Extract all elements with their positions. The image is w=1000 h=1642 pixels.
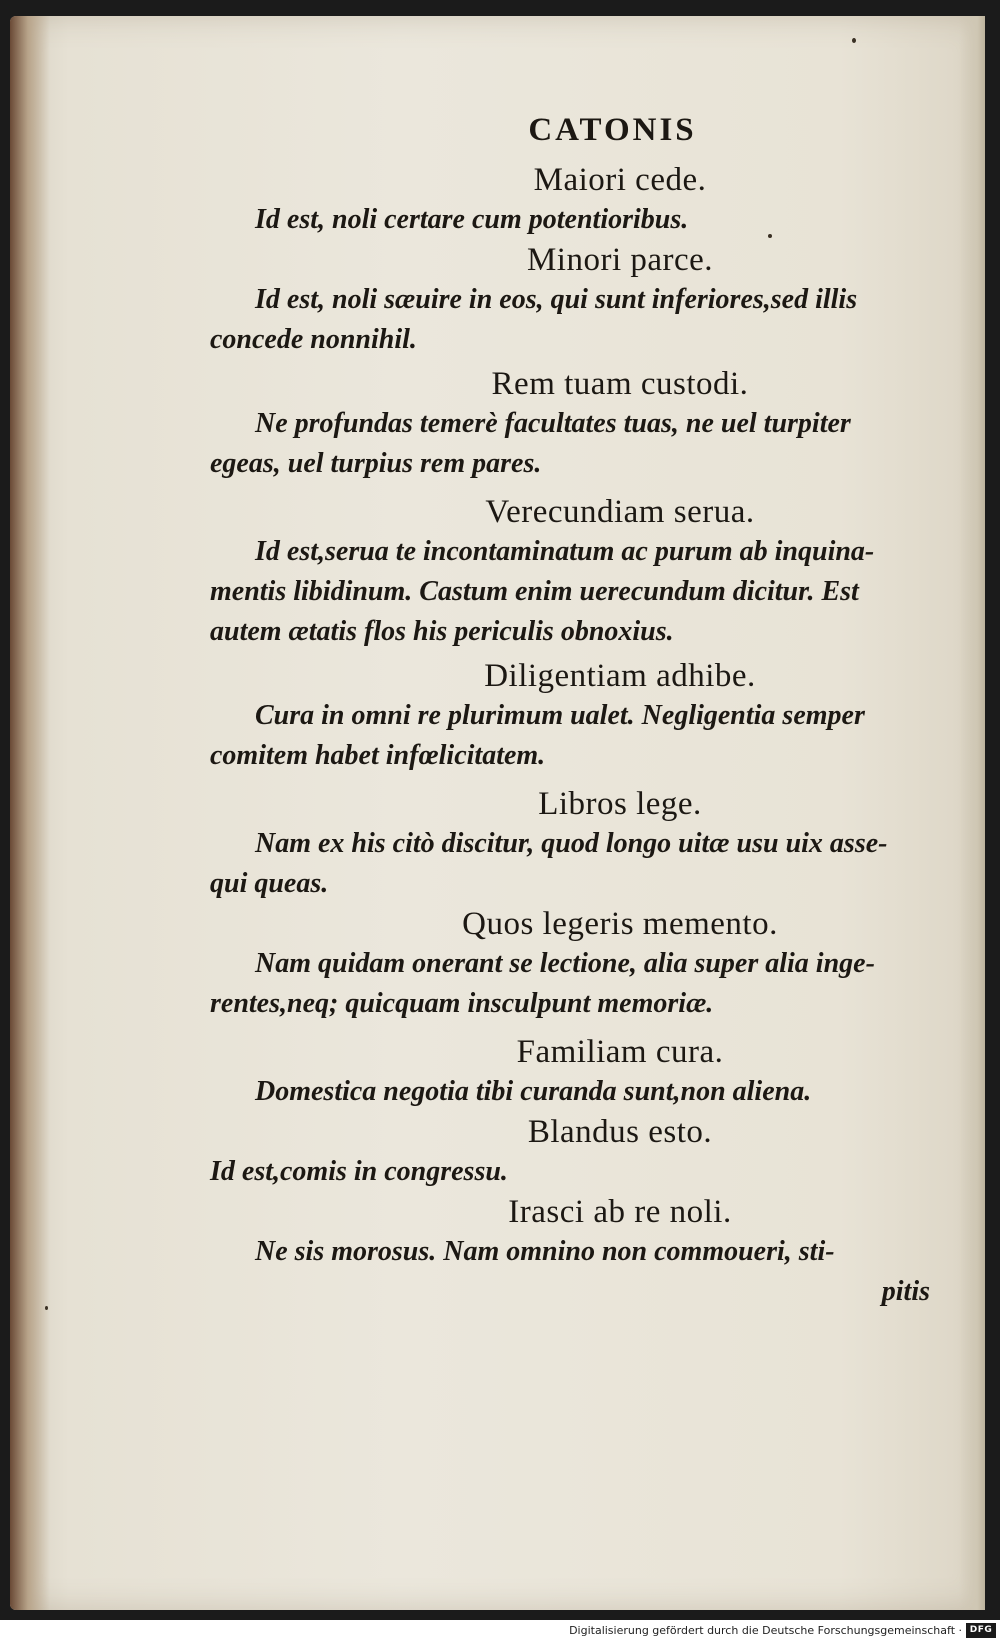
- section: [210, 784, 975, 904]
- maxim-heading: Verecundiam serua.: [485, 494, 755, 530]
- section: [210, 1192, 975, 1272]
- maxim-heading: Diligentiam adhibe.: [484, 658, 756, 694]
- maxim-heading: Rem tuam custodi.: [491, 366, 749, 402]
- maxim-heading: Maiori cede.: [533, 162, 707, 198]
- maxim-heading: Blandus esto.: [527, 1114, 713, 1150]
- section: [210, 1032, 975, 1112]
- page-spine-shadow: [10, 16, 50, 1610]
- catchword: pitis: [881, 1276, 930, 1307]
- section: [210, 1112, 975, 1192]
- section: [210, 492, 975, 652]
- gloss-line: mentis libidinum. Castum enim uerecundum dicitur. Est: [210, 576, 859, 607]
- maxim-heading: Minori parce.: [526, 242, 714, 278]
- page-text: [210, 106, 975, 1312]
- gloss-line: Id est,serua te incontaminatum ac purum ab inquina-: [255, 536, 875, 567]
- gloss-line: Nam quidam onerant se lectione, alia super alia inge-: [255, 948, 875, 979]
- gloss-line: concede nonnihil.: [210, 324, 417, 355]
- ink-speck: [45, 1306, 48, 1310]
- gloss-line: Id est,comis in congressu.: [210, 1156, 508, 1187]
- gloss-line: egeas, uel turpius rem pares.: [210, 448, 542, 479]
- gloss-line: Domestica negotia tibi curanda sunt,non aliena.: [255, 1076, 812, 1107]
- gloss-line: Nam ex his citò discitur, quod longo uitæ usu uix asse-: [255, 828, 888, 859]
- maxim-heading: Libros lege.: [538, 786, 702, 822]
- maxim-heading: Irasci ab re noli.: [508, 1194, 732, 1230]
- section: [210, 240, 975, 360]
- maxim-heading: Familiam cura.: [516, 1034, 724, 1070]
- maxim-heading: Quos legeris memento.: [462, 906, 778, 942]
- gloss-line: Id est, noli certare cum potentioribus.: [255, 204, 689, 235]
- digitization-footer: [0, 1620, 1000, 1642]
- gloss-line: Cura in omni re plurimum ualet. Negligentia semper: [255, 700, 865, 731]
- gloss-line: autem ætatis flos his periculis obnoxius.: [210, 616, 674, 647]
- gloss-line: Ne sis morosus. Nam omnino non commoueri, sti-: [255, 1236, 835, 1267]
- section: [210, 904, 975, 1024]
- gloss-line: rentes,neq; quicquam insculpunt memoriæ.: [210, 988, 714, 1019]
- section: [210, 656, 975, 776]
- ink-speck: [852, 38, 856, 43]
- book-page: [10, 16, 985, 1610]
- dfg-logo-icon: DFG: [966, 1623, 996, 1638]
- gloss-line: Ne profundas temerè facultates tuas, ne uel turpiter: [255, 408, 851, 439]
- gloss-line: qui queas.: [210, 868, 329, 899]
- section: [210, 364, 975, 484]
- footer-credit: Digitalisierung gefördert durch die Deutsche Forschungsgemeinschaft ·: [569, 1624, 962, 1637]
- gloss-line: Id est, noli sæuire in eos, qui sunt inferiores,sed illis: [255, 284, 858, 315]
- running-head: CATONIS: [528, 112, 697, 148]
- gloss-line: comitem habet infœlicitatem.: [210, 740, 546, 771]
- section: [210, 160, 975, 240]
